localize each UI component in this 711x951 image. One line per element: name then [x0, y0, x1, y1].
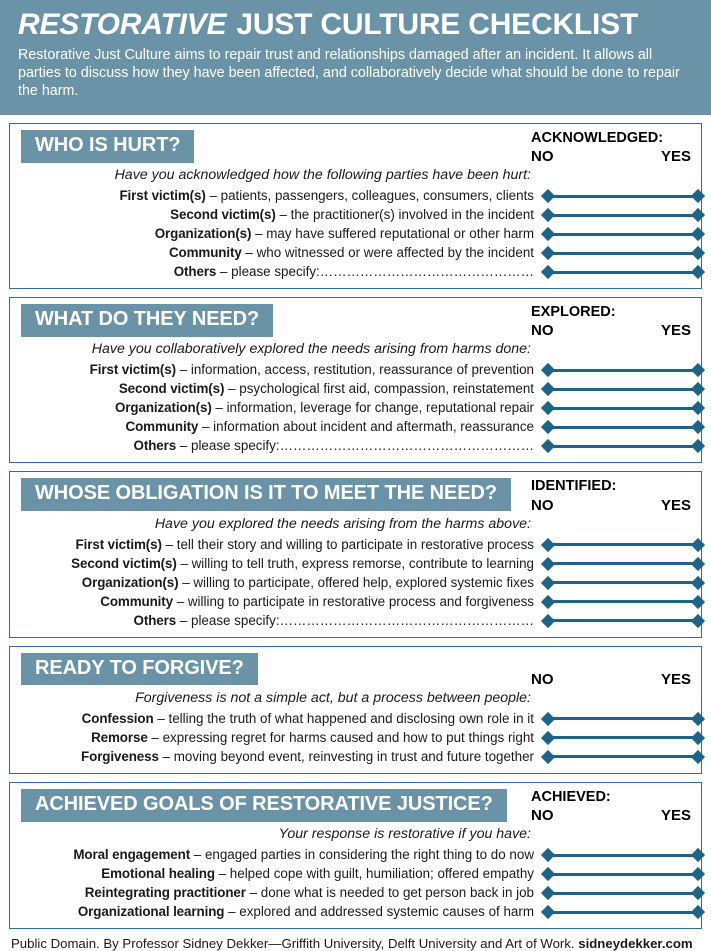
- checklist-row: [10, 554, 701, 573]
- checklist-row-text: [10, 188, 543, 203]
- checklist-row-description: – tell their story and willing to participate in restorative process: [161, 536, 534, 552]
- slider-handle-yes[interactable]: [691, 614, 705, 628]
- footer-credit: [0, 929, 711, 951]
- slider-track[interactable]: [549, 271, 697, 274]
- checklist-row-description: – information about incident and aftermath, reassurance: [198, 419, 534, 435]
- no-yes-slider[interactable]: [543, 439, 703, 453]
- checklist-section: [9, 123, 702, 289]
- slider-handle-yes[interactable]: [691, 265, 705, 279]
- section-prompt: Forgiveness is not a simple act, but a process between people:: [135, 689, 531, 706]
- checklist-row: [10, 747, 701, 766]
- slider-handle-no[interactable]: [541, 731, 555, 745]
- scale-endpoints: [523, 495, 695, 514]
- scale-header: [523, 478, 701, 513]
- slider-track[interactable]: [549, 873, 697, 876]
- slider-track[interactable]: [549, 854, 697, 857]
- checklist-row-label: Organizational learning: [77, 904, 225, 920]
- slider-handle-yes[interactable]: [691, 886, 705, 900]
- checklist-row-text: [10, 245, 543, 260]
- checklist-row-label: First victim(s): [89, 362, 176, 378]
- checklist-row-description: – helped cope with guilt, humiliation; offered empathy: [214, 866, 534, 882]
- slider-handle-no[interactable]: [541, 265, 555, 279]
- checklist-row-label: Emotional healing: [101, 866, 215, 882]
- slider-handle-no[interactable]: [541, 538, 555, 552]
- checklist-section: [9, 471, 702, 637]
- checklist-row: [10, 379, 701, 398]
- checklist-row-description: – done what is needed to get person back in job: [245, 885, 534, 901]
- slider-handle-yes[interactable]: [691, 750, 705, 764]
- no-yes-slider[interactable]: [543, 905, 703, 919]
- checklist-row: [10, 262, 701, 281]
- checklist-row: [10, 883, 701, 902]
- checklist-row-text: [10, 264, 543, 279]
- scale-label-no: NO: [531, 148, 554, 166]
- section-body: [10, 826, 701, 928]
- slider-handle-yes[interactable]: [691, 557, 705, 571]
- slider-handle-no[interactable]: [541, 246, 555, 260]
- checklist-row: [10, 186, 701, 205]
- no-yes-slider[interactable]: [543, 594, 703, 608]
- checklist-row-description: – please specify:…………………………………………………: [176, 612, 534, 628]
- slider-handle-no[interactable]: [541, 382, 555, 396]
- slider-handle-no[interactable]: [541, 189, 555, 203]
- no-yes-slider[interactable]: [543, 382, 703, 396]
- checklist-row: [10, 417, 701, 436]
- slider-handle-yes[interactable]: [691, 227, 705, 241]
- scale-criterion-label: EXPLORED:: [531, 304, 616, 321]
- checklist-row-text: [10, 594, 543, 609]
- slider-handle-yes[interactable]: [691, 905, 705, 919]
- checklist-row-text: [10, 613, 543, 628]
- section-title: WHAT DO THEY NEED?: [21, 304, 273, 337]
- slider-handle-yes[interactable]: [691, 439, 705, 453]
- slider-handle-no[interactable]: [541, 595, 555, 609]
- section-title: READY TO FORGIVE?: [21, 653, 258, 686]
- checklist-row-text: [10, 556, 543, 571]
- no-yes-slider[interactable]: [543, 886, 703, 900]
- no-yes-slider[interactable]: [543, 867, 703, 881]
- slider-handle-no[interactable]: [541, 401, 555, 415]
- page-subtitle: Restorative Just Culture aims to repair trust and relationships damaged after an incident. It allows all parties to discuss how they have been affected, and collaboratively decide what should be done to repair the harm.: [18, 46, 680, 100]
- slider-handle-yes[interactable]: [691, 363, 705, 377]
- slider-track[interactable]: [549, 911, 697, 914]
- slider-handle-no[interactable]: [541, 712, 555, 726]
- page-title-emphasis: RESTORATIVE: [18, 8, 227, 41]
- checklist-row: [10, 845, 701, 864]
- checklist-row-description: – patients, passengers, colleagues, consumers, clients: [205, 188, 534, 204]
- slider-handle-yes[interactable]: [691, 208, 705, 222]
- slider-handle-no[interactable]: [541, 576, 555, 590]
- checklist-row: [10, 592, 701, 611]
- scale-label-yes: YES: [660, 670, 691, 688]
- checklist-row-text: [10, 226, 543, 241]
- checklist-row: [10, 611, 701, 630]
- slider-handle-no[interactable]: [541, 227, 555, 241]
- slider-track[interactable]: [549, 426, 697, 429]
- section-header: [10, 783, 701, 824]
- checklist-row-label: Community: [125, 419, 199, 435]
- checklist-row-label: Others: [133, 612, 177, 628]
- scale-label-no: NO: [531, 322, 554, 340]
- no-yes-slider[interactable]: [543, 711, 703, 725]
- scale-criterion-label: ACKNOWLEDGED:: [531, 130, 664, 146]
- slider-handle-no[interactable]: [541, 363, 555, 377]
- slider-handle-no[interactable]: [541, 439, 555, 453]
- checklist-row-label: Second victim(s): [170, 207, 276, 223]
- slider-handle-yes[interactable]: [691, 867, 705, 881]
- slider-track[interactable]: [549, 369, 697, 372]
- checklist-row-text: [10, 575, 543, 590]
- section-prompt: Have you explored the needs arising from the harms above:: [154, 515, 531, 532]
- slider-handle-yes[interactable]: [691, 189, 705, 203]
- checklist-row-text: [10, 730, 543, 745]
- checklist-row-text: [10, 381, 543, 396]
- scale-label-no: NO: [531, 807, 554, 825]
- checklist-row-text: [10, 419, 543, 434]
- checklist-row-description: – the practitioner(s) involved in the incident: [275, 207, 534, 223]
- checklist-row-label: Moral engagement: [73, 847, 191, 863]
- checklist-row: [10, 573, 701, 592]
- slider-track[interactable]: [549, 562, 697, 565]
- checklist-row-description: – who witnessed or were affected by the incident: [241, 245, 534, 261]
- scale-label-yes: YES: [660, 322, 691, 340]
- no-yes-slider[interactable]: [543, 227, 703, 241]
- checklist-row-label: Community: [100, 593, 173, 609]
- slider-track[interactable]: [549, 600, 697, 603]
- section-header: [10, 124, 701, 165]
- section-body: [10, 341, 701, 462]
- checklist-row-label: First victim(s): [119, 188, 206, 204]
- checklist-section: [9, 782, 702, 929]
- checklist-row-description: – willing to participate in restorative process and forgiveness: [173, 593, 534, 609]
- checklist-row-label: Remorse: [91, 729, 148, 745]
- scale-criterion-label: IDENTIFIED:: [531, 478, 617, 495]
- scale-label-no: NO: [531, 496, 554, 514]
- checklist-row-description: – information, leverage for change, reputational repair: [211, 400, 534, 416]
- slider-handle-no[interactable]: [541, 557, 555, 571]
- slider-handle-yes[interactable]: [691, 576, 705, 590]
- checklist-row: [10, 709, 701, 728]
- slider-track[interactable]: [549, 619, 697, 622]
- page-title-rest: JUST CULTURE CHECKLIST: [236, 8, 639, 41]
- no-yes-slider[interactable]: [543, 265, 703, 279]
- slider-track[interactable]: [549, 581, 697, 584]
- checklist-row-label: Community: [168, 245, 242, 261]
- section-body: [10, 690, 701, 773]
- slider-handle-yes[interactable]: [691, 731, 705, 745]
- checklist-row-text: [10, 885, 543, 900]
- title-banner: [0, 0, 711, 115]
- no-yes-slider[interactable]: [543, 208, 703, 222]
- scale-label-yes: YES: [660, 807, 691, 825]
- no-yes-slider[interactable]: [543, 401, 703, 415]
- scale-endpoints: [523, 146, 695, 165]
- slider-handle-yes[interactable]: [691, 538, 705, 552]
- checklist-row-label: First victim(s): [75, 536, 162, 552]
- scale-criterion-label: ACHIEVED:: [531, 788, 611, 805]
- no-yes-slider[interactable]: [543, 363, 703, 377]
- checklist-section: [9, 297, 702, 463]
- checklist-row-text: [10, 866, 543, 881]
- scale-header: [523, 653, 701, 688]
- no-yes-slider[interactable]: [543, 420, 703, 434]
- slider-track[interactable]: [549, 755, 697, 758]
- slider-handle-no[interactable]: [541, 614, 555, 628]
- slider-track[interactable]: [549, 407, 697, 410]
- no-yes-slider[interactable]: [543, 848, 703, 862]
- slider-track[interactable]: [549, 892, 697, 895]
- checklist-row-text: [10, 207, 543, 222]
- section-title: WHO IS HURT?: [21, 130, 194, 163]
- section-prompt: Have you acknowledged how the following parties have been hurt:: [114, 167, 531, 184]
- slider-handle-yes[interactable]: [691, 401, 705, 415]
- checklist-row: [10, 728, 701, 747]
- slider-handle-yes[interactable]: [691, 712, 705, 726]
- checklist-row: [10, 205, 701, 224]
- checklist-row-text: [10, 847, 543, 862]
- checklist-row-text: [10, 904, 543, 919]
- checklist-row-text: [10, 438, 543, 453]
- scale-header: [523, 304, 701, 339]
- checklist-row-description: – psychological first aid, compassion, reinstatement: [224, 381, 534, 397]
- checklist-row-label: Organization(s): [114, 400, 212, 416]
- slider-handle-yes[interactable]: [691, 246, 705, 260]
- checklist-row-text: [10, 400, 543, 415]
- checklist-row: [10, 864, 701, 883]
- slider-handle-yes[interactable]: [691, 420, 705, 434]
- checklist-section: [9, 646, 702, 774]
- checklist-row-description: – may have suffered reputational or other harm: [251, 226, 534, 242]
- checklist-row-label: Forgiveness: [81, 748, 159, 764]
- scale-endpoints: [523, 320, 695, 339]
- scale-header: [523, 789, 701, 824]
- checklist-row-text: [10, 711, 543, 726]
- checklist-row-label: Others: [133, 438, 177, 454]
- checklist-row-description: – please specify:…………………………………………: [216, 264, 534, 280]
- checklist-sections: [0, 123, 711, 929]
- checklist-row-text: [10, 537, 543, 552]
- no-yes-slider[interactable]: [543, 730, 703, 744]
- scale-label-no: NO: [531, 670, 554, 688]
- no-yes-slider[interactable]: [543, 556, 703, 570]
- section-body: [10, 516, 701, 637]
- checklist-row-description: – telling the truth of what happened and disclosing own role in it: [153, 710, 534, 726]
- slider-track[interactable]: [549, 388, 697, 391]
- section-prompt: Have you collaboratively explored the needs arising from harms done:: [91, 341, 531, 358]
- section-title: WHOSE OBLIGATION IS IT TO MEET THE NEED?: [21, 478, 511, 511]
- footer-text: Public Domain. By Professor Sidney Dekker—Griffith University, Delft University and Art of Work.: [11, 936, 579, 951]
- checklist-row-label: Reintegrating practitioner: [84, 885, 246, 901]
- no-yes-slider[interactable]: [543, 749, 703, 763]
- checklist-row: [10, 535, 701, 554]
- page-title: [18, 9, 695, 41]
- checklist-row: [10, 398, 701, 417]
- checklist-row-description: – information, access, restitution, reassurance of prevention: [175, 362, 534, 378]
- checklist-row-description: – moving beyond event, reinvesting in trust and future together: [158, 748, 534, 764]
- checklist-row-description: – willing to tell truth, express remorse, contribute to learning: [176, 555, 534, 571]
- section-header: [10, 647, 701, 688]
- no-yes-slider[interactable]: [543, 575, 703, 589]
- slider-handle-yes[interactable]: [691, 595, 705, 609]
- checklist-row-label: Organization(s): [154, 226, 252, 242]
- slider-track[interactable]: [549, 195, 697, 198]
- slider-track[interactable]: [549, 233, 697, 236]
- checklist-row-description: – engaged parties in considering the right thing to do now: [190, 847, 534, 863]
- no-yes-slider[interactable]: [543, 613, 703, 627]
- slider-track[interactable]: [549, 736, 697, 739]
- section-body: [10, 167, 701, 288]
- checklist-row-text: [10, 749, 543, 764]
- checklist-row: [10, 243, 701, 262]
- checklist-row: [10, 224, 701, 243]
- checklist-row-text: [10, 362, 543, 377]
- scale-header: [523, 130, 701, 165]
- slider-track[interactable]: [549, 445, 697, 448]
- slider-handle-no[interactable]: [541, 867, 555, 881]
- slider-track[interactable]: [549, 717, 697, 720]
- checklist-row-label: Second victim(s): [71, 555, 177, 571]
- slider-handle-no[interactable]: [541, 420, 555, 434]
- no-yes-slider[interactable]: [543, 189, 703, 203]
- checklist-row-description: – explored and addressed systemic causes of harm: [224, 904, 534, 920]
- section-header: [10, 298, 701, 339]
- checklist-row-description: – please specify:…………………………………………………: [176, 438, 534, 454]
- checklist-row: [10, 902, 701, 921]
- scale-endpoints: [523, 805, 695, 824]
- checklist-row-label: Organization(s): [81, 574, 179, 590]
- slider-handle-yes[interactable]: [691, 382, 705, 396]
- slider-handle-no[interactable]: [541, 208, 555, 222]
- checklist-row-label: Others: [173, 264, 217, 280]
- section-header: [10, 472, 701, 513]
- slider-handle-no[interactable]: [541, 886, 555, 900]
- checklist-row-description: – expressing regret for harms caused and how to put things right: [147, 729, 534, 745]
- slider-track[interactable]: [549, 543, 697, 546]
- checklist-row-label: Confession: [81, 710, 154, 726]
- scale-label-yes: YES: [660, 148, 691, 166]
- no-yes-slider[interactable]: [543, 246, 703, 260]
- footer-website: sidneydekker.com: [578, 936, 693, 951]
- slider-handle-yes[interactable]: [691, 848, 705, 862]
- checklist-row-label: Second victim(s): [118, 381, 225, 397]
- slider-handle-no[interactable]: [541, 905, 555, 919]
- checklist-row-description: – willing to participate, offered help, explored systemic fixes: [178, 574, 534, 590]
- slider-track[interactable]: [549, 214, 697, 217]
- slider-handle-no[interactable]: [541, 750, 555, 764]
- no-yes-slider[interactable]: [543, 537, 703, 551]
- scale-label-yes: YES: [660, 496, 691, 514]
- scale-endpoints: [523, 669, 695, 688]
- slider-track[interactable]: [549, 252, 697, 255]
- checklist-row: [10, 360, 701, 379]
- checklist-row: [10, 436, 701, 455]
- section-prompt: Your response is restorative if you have:: [278, 826, 531, 843]
- slider-handle-no[interactable]: [541, 848, 555, 862]
- section-title: ACHIEVED GOALS OF RESTORATIVE JUSTICE?: [21, 789, 507, 822]
